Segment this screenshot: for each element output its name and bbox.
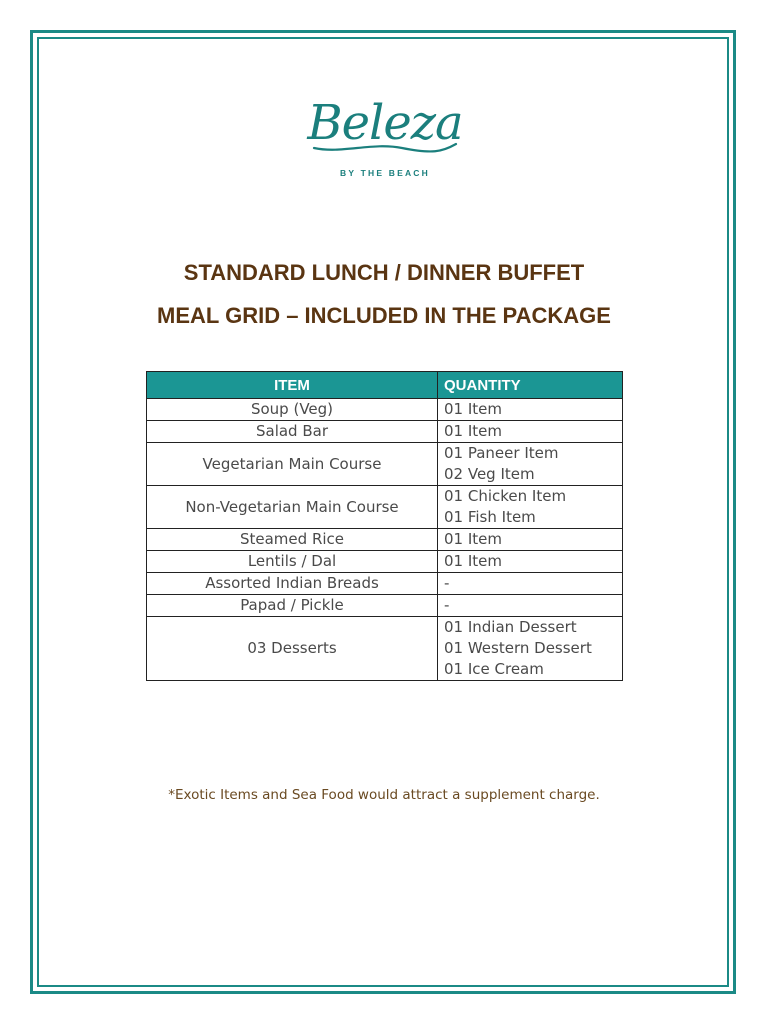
quantity-line: - [444, 596, 450, 614]
quantity-cell [438, 399, 623, 421]
quantity-line: 01 Item [444, 552, 503, 570]
table-row [147, 617, 623, 681]
table-header-row [147, 372, 623, 399]
logo-swash-icon [312, 140, 458, 154]
footnote: *Exotic Items and Sea Food would attract a supplement charge. [168, 787, 600, 803]
item-cell: 03 Desserts [147, 617, 438, 681]
table-row [147, 529, 623, 551]
page-title-line-2: MEAL GRID – INCLUDED IN THE PACKAGE [157, 303, 611, 328]
item-cell: Salad Bar [147, 421, 438, 443]
item-cell: Steamed Rice [147, 529, 438, 551]
quantity-cell [438, 421, 623, 443]
quantity-line: 01 Item [444, 530, 503, 548]
quantity-line: 01 Paneer Item [444, 444, 559, 462]
quantity-cell [438, 443, 623, 486]
brand-tagline: BY THE BEACH [339, 168, 430, 178]
quantity-line: 01 Chicken Item [444, 487, 567, 505]
quantity-cell [438, 595, 623, 617]
table-row [147, 421, 623, 443]
quantity-cell [438, 573, 623, 595]
table-row [147, 486, 623, 529]
quantity-cell [438, 486, 623, 529]
quantity-line: 02 Veg Item [444, 465, 535, 483]
quantity-cell [438, 529, 623, 551]
quantity-line: 01 Item [444, 422, 503, 440]
quantity-line: 01 Indian Dessert [444, 618, 577, 636]
quantity-cell [438, 617, 623, 681]
brand-logo [300, 88, 470, 183]
column-header-quantity: QUANTITY [438, 372, 623, 399]
item-cell: Lentils / Dal [147, 551, 438, 573]
quantity-line: 01 Fish Item [444, 508, 536, 526]
table-row [147, 551, 623, 573]
meal-grid-table [146, 371, 623, 681]
brand-name: Beleza [307, 95, 463, 151]
table-row [147, 573, 623, 595]
table-row [147, 595, 623, 617]
page-title-line-1: STANDARD LUNCH / DINNER BUFFET [183, 260, 585, 285]
item-cell: Papad / Pickle [147, 595, 438, 617]
quantity-line: - [444, 574, 450, 592]
item-cell: Non-Vegetarian Main Course [147, 486, 438, 529]
quantity-line: 01 Ice Cream [444, 660, 544, 678]
quantity-line: 01 Western Dessert [444, 639, 592, 657]
table-row [147, 399, 623, 421]
column-header-item: ITEM [147, 372, 438, 399]
item-cell: Vegetarian Main Course [147, 443, 438, 486]
item-cell: Assorted Indian Breads [147, 573, 438, 595]
item-cell: Soup (Veg) [147, 399, 438, 421]
quantity-cell [438, 551, 623, 573]
quantity-line: 01 Item [444, 400, 503, 418]
table-row [147, 443, 623, 486]
